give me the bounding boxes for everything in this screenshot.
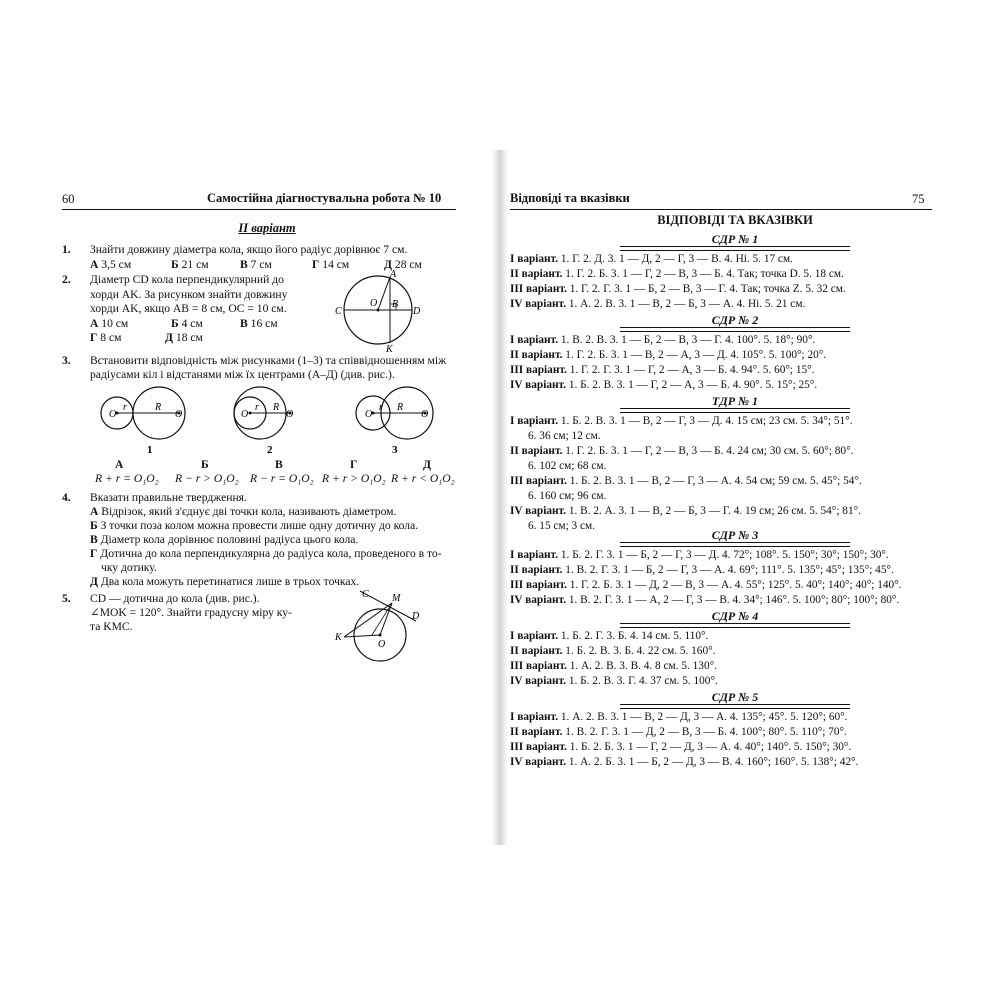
svg-text:O: O bbox=[421, 409, 429, 420]
variant-label: ІІІ варіант. bbox=[510, 283, 567, 295]
svg-text:K: K bbox=[335, 632, 342, 643]
answer-row-continued bbox=[528, 459, 948, 474]
left-header-rule bbox=[62, 209, 456, 210]
figure-circle-chord bbox=[332, 268, 432, 352]
answer-text: 6. 160 см; 96 см. bbox=[528, 490, 607, 502]
option: Д 28 см bbox=[384, 258, 422, 271]
answer-row bbox=[510, 504, 930, 519]
svg-text:D: D bbox=[413, 306, 421, 317]
section-title: СДР № 2 bbox=[711, 313, 759, 327]
section-title: ТДР № 1 bbox=[711, 394, 759, 408]
option: Б 21 см bbox=[171, 258, 209, 271]
svg-text:1: 1 bbox=[147, 444, 153, 456]
answer-text: 1. Б. 2. В. 3. 1 — В, 2 — Г, 3 — А. 4. 54 см; 59 см. 5. 45°; 54°. bbox=[566, 475, 862, 487]
figure-1 bbox=[101, 387, 185, 456]
question-number: 5. bbox=[62, 592, 71, 605]
figure-2 bbox=[234, 387, 293, 456]
statement: Д Два кола можуть перетинатися лише в трьох точках. bbox=[90, 575, 360, 588]
statement: А Відрізок, який з'єднує дві точки кола, називають діаметром. bbox=[90, 505, 397, 518]
variant-label: ІІ варіант. bbox=[510, 726, 563, 738]
answer-row bbox=[510, 593, 930, 608]
variant-label: ІІІ варіант. bbox=[510, 579, 567, 591]
variant-label: І варіант. bbox=[510, 711, 559, 723]
section-title: СДР № 4 bbox=[711, 609, 759, 623]
answer-row bbox=[510, 659, 930, 674]
answer-text: 1. В. 2. В. 3. 1 — Б, 2 — В, 3 — Г. 4. 100°. 5. 18°; 90°. bbox=[558, 334, 816, 346]
answer-text: 1. А. 2. В. 3. 1 — В, 2 — Д, 3 — А. 4. 135°; 45°. 5. 120°; 60°. bbox=[558, 711, 848, 723]
option: Г 14 см bbox=[312, 258, 350, 271]
svg-text:3: 3 bbox=[392, 444, 398, 456]
variant-title: ІІ варіант bbox=[238, 221, 296, 235]
question-line: радіусами кіл і відстанями між їх центрами (А–Д) (див. рис.). bbox=[90, 368, 395, 381]
figure-circles-set bbox=[95, 385, 460, 460]
variant-label: ІІ варіант. bbox=[510, 564, 563, 576]
section-title: СДР № 3 bbox=[711, 528, 759, 542]
answer-text: 1. Б. 2. Г. 3. Б. 4. 14 см. 5. 110°. bbox=[558, 630, 709, 642]
svg-text:C: C bbox=[335, 306, 342, 317]
match-options: А R + r = O₁O₂ Б R − r > O₁O₂ В R − r = O₁O₂ Г R + r > O₁O₂ Д R + r < O₁O₂ bbox=[95, 458, 455, 485]
answer-row bbox=[510, 378, 930, 393]
question-line: та KMC. bbox=[90, 620, 133, 633]
answer-text: 6. 36 см; 12 см. bbox=[528, 430, 601, 442]
answer-text: 1. Г. 2. Г. 3. 1 — Б, 2 — В, 3 — Г. 4. Так; точка Z. 5. 32 см. bbox=[566, 283, 846, 295]
variant-label: ІІІ варіант. bbox=[510, 475, 567, 487]
variant-label: IV варіант. bbox=[510, 756, 567, 768]
answer-row bbox=[510, 578, 930, 593]
answer-text: 1. В. 2. А. 3. 1 — В, 2 — Б, 3 — Г. 4. 19 см; 26 см. 5. 54°; 81°. bbox=[566, 505, 861, 517]
svg-text:C: C bbox=[362, 589, 369, 600]
answer-text: 1. В. 2. Г. 3. 1 — Д, 2 — В, 3 — Б. 4. 100°; 80°. 5. 110°; 70°. bbox=[562, 726, 847, 738]
answer-text: 1. Б. 2. В. 3. Г. 4. 37 см. 5. 100°. bbox=[566, 675, 718, 687]
variant-label: І варіант. bbox=[510, 630, 559, 642]
answer-row bbox=[510, 297, 930, 312]
answer-text: 1. Б. 2. Г. 3. 1 — Б, 2 — Г, 3 — Д. 4. 72°; 108°. 5. 150°; 30°; 150°; 30°. bbox=[558, 549, 889, 561]
answer-row bbox=[510, 363, 930, 378]
variant-label: ІІІ варіант. bbox=[510, 364, 567, 376]
svg-text:O: O bbox=[370, 298, 378, 309]
svg-text:O: O bbox=[378, 639, 386, 650]
figure-tangent bbox=[330, 585, 425, 665]
svg-text:2: 2 bbox=[267, 444, 273, 456]
svg-text:O: O bbox=[241, 409, 249, 420]
answer-row bbox=[510, 740, 930, 755]
variant-label: IV варіант. bbox=[510, 379, 567, 391]
right-page-number: 75 bbox=[912, 192, 925, 206]
answer-row-continued bbox=[528, 429, 948, 444]
svg-text:r: r bbox=[123, 402, 127, 413]
answer-options: А 10 см Б 4 см В 16 см Г 8 см Д 18 см bbox=[90, 317, 278, 344]
answer-text: 1. Г. 2. Б. 3. 1 — Г, 2 — В, 3 — Б. 4. Так; точка D. 5. 18 см. bbox=[562, 268, 844, 280]
svg-text:O: O bbox=[175, 409, 183, 420]
svg-text:O: O bbox=[109, 409, 117, 420]
answer-row bbox=[510, 282, 930, 297]
question-line: ∠MOK = 120°. Знайти градусну міру ку- bbox=[90, 606, 292, 619]
right-header-title: Відповіді та вказівки bbox=[510, 191, 630, 205]
option: А 3,5 см bbox=[90, 258, 132, 271]
answer-text: 1. Г. 2. Б. 3. 1 — Д, 2 — В, 3 — А. 4. 55°; 125°. 5. 40°; 140°; 40°; 140°. bbox=[566, 579, 902, 591]
answer-text: 1. А. 2. В. 3. В. 4. 8 см. 5. 130°. bbox=[566, 660, 717, 672]
svg-text:R: R bbox=[397, 402, 404, 413]
question-line: хорди AK, якщо AB = 8 см, OC = 10 см. bbox=[90, 302, 287, 315]
variant-label: IV варіант. bbox=[510, 594, 567, 606]
variant-label: ІІІ варіант. bbox=[510, 660, 567, 672]
variant-label: IV варіант. bbox=[510, 675, 567, 687]
answer-row bbox=[510, 414, 930, 429]
question-number: 1. bbox=[62, 243, 71, 256]
answer-row bbox=[510, 755, 930, 770]
left-page-number: 60 bbox=[62, 192, 75, 206]
answer-row-continued bbox=[528, 489, 948, 504]
answer-text: 1. А. 2. Б. 3. 1 — Б, 2 — Д, 3 — В. 4. 160°; 160°. 5. 138°; 42°. bbox=[566, 756, 859, 768]
answer-text: 1. В. 2. Г. 3. 1 — А, 2 — Г, 3 — В. 4. 34°; 146°. 5. 100°; 80°; 100°; 80°. bbox=[566, 594, 900, 606]
svg-text:K: K bbox=[386, 344, 393, 352]
answer-text: 1. Б. 2. В. 3. 1 — В, 2 — Г, 3 — Д. 4. 15 см; 23 см. 5. 34°; 51°. bbox=[558, 415, 853, 427]
variant-label: IV варіант. bbox=[510, 298, 567, 310]
variant-label: І варіант. bbox=[510, 415, 559, 427]
answer-row bbox=[510, 333, 930, 348]
question-line: Встановити відповідність між рисунками (1–3) та співвідношенням між bbox=[90, 354, 447, 367]
answer-text: 1. В. 2. Г. 3. 1 — Б, 2 — Г, 3 — А. 4. 69°; 111°. 5. 135°; 45°; 135°; 45°. bbox=[562, 564, 894, 576]
answer-text: 1. Г. 2. Д. 3. 1 — Д, 2 — Г, 3 — В. 4. Ні. 5. 17 см. bbox=[558, 253, 793, 265]
question-number: 4. bbox=[62, 491, 71, 504]
answer-text: 1. Г. 2. Б. 3. 1 — В, 2 — А, 3 — Д. 4. 105°. 5. 100°; 20°. bbox=[562, 349, 827, 361]
variant-label: ІІ варіант. bbox=[510, 349, 563, 361]
answer-row bbox=[510, 548, 930, 563]
section-title: СДР № 1 bbox=[711, 232, 759, 246]
answers-main-title: ВІДПОВІДІ ТА ВКАЗІВКИ bbox=[657, 213, 813, 227]
svg-text:O: O bbox=[286, 409, 294, 420]
answer-row bbox=[510, 444, 930, 459]
statement: В Діаметр кола дорівнює половині радіуса цього кола. bbox=[90, 533, 359, 546]
svg-text:r: r bbox=[379, 402, 383, 413]
svg-text:R: R bbox=[155, 402, 162, 413]
question-text: Знайти довжину діаметра кола, якщо його радіус дорівнює 7 см. bbox=[90, 243, 408, 256]
question-number: 2. bbox=[62, 273, 71, 286]
answer-row bbox=[510, 725, 930, 740]
answer-text: 1. Б. 2. В. 3. Б. 4. 22 см. 5. 160°. bbox=[562, 645, 716, 657]
answer-row bbox=[510, 474, 930, 489]
variant-label: IV варіант. bbox=[510, 505, 567, 517]
right-header-rule bbox=[510, 209, 932, 210]
option: В 7 см bbox=[240, 258, 272, 271]
answer-row bbox=[510, 629, 930, 644]
svg-text:M: M bbox=[392, 593, 401, 604]
svg-text:R: R bbox=[273, 402, 280, 413]
svg-text:r: r bbox=[255, 402, 259, 413]
variant-label: ІІ варіант. bbox=[510, 445, 563, 457]
answer-text: 6. 15 см; 3 см. bbox=[528, 520, 596, 532]
question-line: CD — дотична до кола (див. рис.). bbox=[90, 592, 260, 605]
answer-text: 1. Б. 2. Б. 3. 1 — Г, 2 — Д, 3 — А. 4. 40°; 140°. 5. 150°; 30°. bbox=[566, 741, 852, 753]
variant-label: І варіант. bbox=[510, 334, 559, 346]
answer-text: 1. Г. 2. Б. 3. 1 — Г, 2 — В, 3 — Б. 4. 24 см; 30 см. 5. 60°; 80°. bbox=[562, 445, 854, 457]
svg-text:B: B bbox=[392, 299, 399, 310]
statement: Б З точки поза колом можна провести лише одну дотичну до кола. bbox=[90, 519, 419, 532]
answer-text: 1. А. 2. В. 3. 1 — В, 2 — Б, 3 — А. 4. Ні. 5. 21 см. bbox=[566, 298, 806, 310]
answer-row bbox=[510, 348, 930, 363]
question-number: 3. bbox=[62, 354, 71, 367]
question-text: Вказати правильне твердження. bbox=[90, 491, 247, 504]
statement: Г Дотична до кола перпендикулярна до радіуса кола, проведеного в то- bbox=[90, 547, 442, 560]
answer-row bbox=[510, 674, 930, 689]
figure-3 bbox=[356, 387, 433, 456]
answer-row bbox=[510, 644, 930, 659]
left-header-title: Самостійна діагностувальна робота № 10 bbox=[207, 191, 442, 205]
variant-label: І варіант. bbox=[510, 549, 559, 561]
variant-label: ІІ варіант. bbox=[510, 645, 563, 657]
answer-row bbox=[510, 563, 930, 578]
variant-label: ІІІ варіант. bbox=[510, 741, 567, 753]
svg-text:D: D bbox=[412, 611, 420, 622]
answer-row bbox=[510, 710, 930, 725]
variant-label: І варіант. bbox=[510, 253, 559, 265]
answer-text: 6. 102 см; 68 см. bbox=[528, 460, 607, 472]
section-title: СДР № 5 bbox=[711, 690, 759, 704]
question-line: хорди AK. За рисунком знайти довжину bbox=[90, 288, 288, 301]
answer-text: 1. Б. 2. В. 3. 1 — Г, 2 — А, 3 — Б. 4. 90°. 5. 15°; 25°. bbox=[566, 379, 818, 391]
answer-row bbox=[510, 252, 930, 267]
book-gutter bbox=[492, 150, 508, 845]
question-line: Діаметр CD кола перпендикулярний до bbox=[90, 273, 284, 286]
svg-text:O: O bbox=[365, 409, 373, 420]
statement-continued: чку дотику. bbox=[101, 561, 157, 574]
answer-row bbox=[510, 267, 930, 282]
answer-text: 1. Г. 2. Г. 3. 1 — Г, 2 — А, 3 — Б. 4. 94°. 5. 60°; 15°. bbox=[566, 364, 815, 376]
svg-text:A: A bbox=[390, 269, 397, 280]
variant-label: ІІ варіант. bbox=[510, 268, 563, 280]
